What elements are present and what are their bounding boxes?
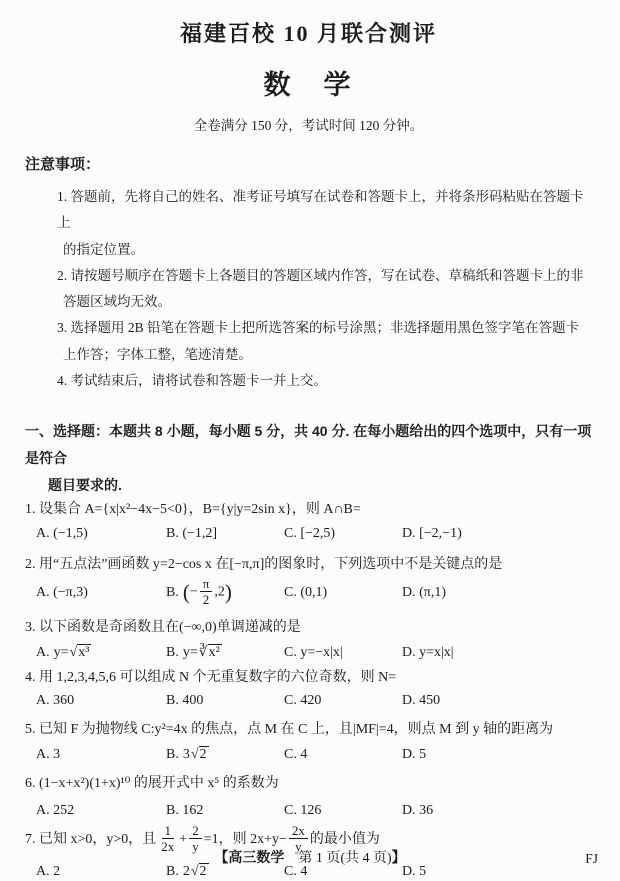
option-c: C. [−2,5)	[284, 526, 336, 542]
cube-root-sign: ∛	[198, 645, 208, 661]
radical-sign: √	[190, 864, 199, 880]
option-d: D. [−2,−1)	[402, 526, 462, 542]
radicand: x³	[78, 645, 90, 661]
options-row	[36, 643, 592, 663]
option-label: B.	[166, 747, 179, 763]
radical-sign: √	[190, 747, 199, 763]
page-footer	[0, 847, 620, 867]
options-row	[36, 691, 592, 711]
notices-section	[25, 155, 592, 394]
fraction-numerator: π	[200, 577, 213, 592]
notice-item	[25, 315, 592, 368]
option-d: D. 36	[402, 803, 434, 819]
option-a: A. (−π,3)	[36, 584, 88, 600]
stem-text: +	[179, 831, 188, 847]
fraction-denominator: 2	[202, 592, 210, 608]
notice-list	[25, 184, 592, 394]
option-c: C. 126	[284, 803, 322, 819]
notice-line: 答题区域均无效。	[63, 294, 171, 310]
question-stem: 2. 用“五点法”画函数 y=2−cos x 在[−π,π]的图象时，下列选项中不是关键点的是	[25, 557, 503, 573]
option-a: A. 3	[36, 747, 61, 763]
expression: y=	[182, 645, 198, 661]
fraction-denominator: y	[295, 839, 302, 855]
option-label: B.	[166, 585, 179, 601]
footer-close-bracket: 】	[391, 849, 406, 865]
option-b	[166, 745, 284, 765]
option-c: C. (0,1)	[284, 584, 328, 600]
notice-line: 2. 请按题号顺序在答题卡上各题目的答题区域内作答，写在试卷、草稿纸和答题卡上的非	[57, 267, 584, 283]
subject-title: 数 学	[263, 70, 354, 100]
option-label: B.	[166, 645, 179, 661]
fraction-denominator: 2x	[161, 839, 175, 855]
option-d: D. 450	[402, 693, 441, 709]
fraction-denominator: y	[192, 839, 199, 855]
radicand: 2	[199, 747, 207, 763]
radicand: x²	[208, 645, 220, 661]
options-row	[36, 745, 592, 765]
option-a: A. 2	[36, 864, 61, 880]
option-a: A. 252	[36, 803, 75, 819]
option-d: D. (π,1)	[402, 584, 447, 600]
option-a: A. 360	[36, 693, 75, 709]
section-header-line: 题目要求的.	[48, 477, 122, 494]
section-one-header	[25, 418, 592, 499]
notice-item	[25, 184, 592, 263]
section-header-line: 一、选择题：本题共 8 小题，每小题 5 分，共 40 分. 在每小题给出的四个选项中，只有一项是符合	[25, 423, 592, 467]
stem-text: 7. 已知 x>0，y>0，且	[25, 831, 157, 847]
question-stem: 4. 用 1,2,3,4,5,6 可以组成 N 个无重复数字的六位奇数，则 N=	[25, 670, 397, 686]
fraction-numerator: 2x	[289, 824, 308, 839]
coefficient: 2	[182, 864, 190, 880]
question-stem: 1. 设集合 A={x|x²−4x−5<0}，B={y|y=2sin x}，则 A∩B=	[25, 502, 361, 518]
notice-item	[25, 263, 592, 316]
footer-paper-name: 【高三数学	[214, 849, 285, 865]
option-c: C. 4	[284, 864, 308, 880]
notice-line: 4. 考试结束后，请将试卷和答题卡一并上交。	[57, 373, 327, 389]
notice-line: 3. 选择题用 2B 铅笔在答题卡上把所选答案的标号涂黑；非选择题用黑色签字笔在答题卡	[57, 320, 580, 336]
notice-line: 上作答；字体工整，笔迹清楚。	[63, 346, 252, 362]
option-b	[166, 643, 284, 663]
option-d: D. 5	[402, 864, 427, 880]
fraction-numerator: 2	[189, 824, 202, 839]
footer-page-number: 第 1 页(共 4 页)	[284, 851, 392, 866]
options-row	[36, 801, 592, 821]
options-row	[36, 578, 592, 607]
question-stem: 6. (1−x+x²)(1+x)¹⁰ 的展开式中 x⁵ 的系数为	[25, 776, 279, 792]
fraction	[200, 577, 213, 606]
exam-info: 全卷满分 150 分，考试时间 120 分钟。	[193, 118, 424, 133]
radical-sign: √	[69, 645, 78, 661]
question-4	[25, 667, 592, 711]
coefficient: 3	[182, 747, 190, 763]
option-b: B. 162	[166, 803, 204, 819]
notice-line: 1. 答题前，先将自己的姓名、准考证号填写在试卷和答题卡上，并将条形码粘贴在答题卡上	[57, 189, 584, 231]
stem-text: 的最小值为	[309, 831, 380, 847]
option-c: C. 420	[284, 693, 322, 709]
open-paren: (	[182, 579, 190, 604]
question-1	[25, 499, 592, 544]
question-2	[25, 554, 592, 607]
close-paren: )	[224, 579, 232, 604]
notice-item	[25, 368, 592, 394]
question-stem: 3. 以下函数是奇函数且在(−∞,0)单调递减的是	[25, 620, 301, 636]
options-row	[36, 524, 592, 544]
option-c: C. 4	[284, 747, 308, 763]
option-tail: ,2	[214, 585, 225, 601]
question-5	[25, 719, 592, 765]
question-6	[25, 773, 592, 821]
option-b: B. 400	[166, 693, 204, 709]
option-label: A.	[36, 645, 50, 661]
expression: y=	[53, 645, 69, 661]
option-a: A. (−1,5)	[36, 526, 88, 542]
option-a	[36, 643, 166, 663]
option-c: C. y=−x|x|	[284, 645, 343, 661]
page-title: 福建百校 10 月联合测评	[179, 21, 437, 46]
question-3	[25, 617, 592, 663]
option-d: D. y=x|x|	[402, 645, 454, 661]
option-b	[166, 578, 284, 607]
option-b: B. (−1,2]	[166, 526, 218, 542]
radicand: 2	[199, 864, 207, 880]
question-stem: 5. 已知 F 为抛物线 C:y²=4x 的焦点，点 M 在 C 上，且|MF|=4，则点 M 到 y 轴的距离为	[25, 722, 554, 738]
stem-text: =1，则 2x+y−	[203, 831, 287, 847]
minus-sign: −	[189, 585, 198, 601]
option-label: B.	[166, 864, 179, 880]
footer-code: FJ	[585, 851, 598, 866]
notice-line: 的指定位置。	[63, 241, 144, 257]
notices-heading: 注意事项：	[25, 156, 101, 173]
fraction-numerator: 1	[162, 824, 175, 839]
option-d: D. 5	[402, 747, 427, 763]
footer-page-label	[0, 847, 620, 867]
